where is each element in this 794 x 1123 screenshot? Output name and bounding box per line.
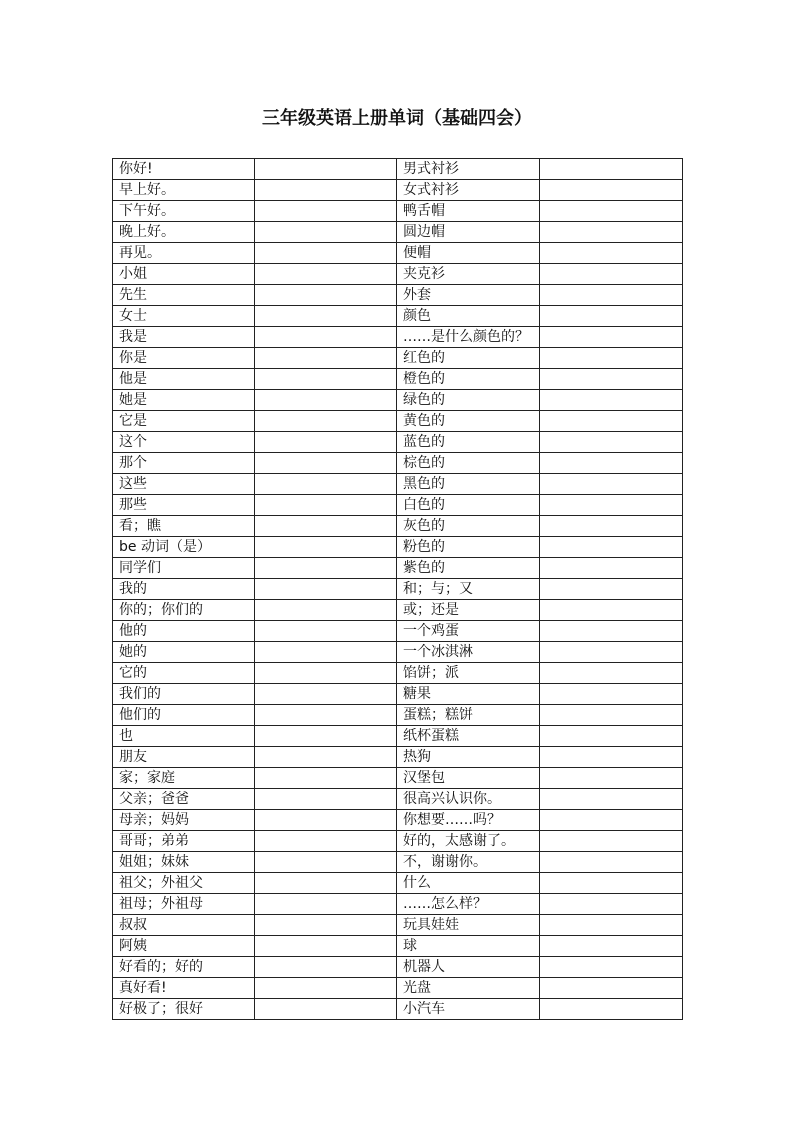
answer-blank-cell[interactable] xyxy=(540,852,683,873)
answer-blank-cell[interactable] xyxy=(255,810,397,831)
chinese-word-cell: 紫色的 xyxy=(397,558,540,579)
chinese-word-cell: 棕色的 xyxy=(397,453,540,474)
answer-blank-cell[interactable] xyxy=(540,390,683,411)
chinese-word-cell: 灰色的 xyxy=(397,516,540,537)
table-row xyxy=(113,873,683,894)
chinese-word-cell: 我的 xyxy=(113,579,255,600)
answer-blank-cell[interactable] xyxy=(540,726,683,747)
answer-blank-cell[interactable] xyxy=(540,516,683,537)
answer-blank-cell[interactable] xyxy=(540,558,683,579)
answer-blank-cell[interactable] xyxy=(540,600,683,621)
table-row xyxy=(113,306,683,327)
chinese-word-cell: 你是 xyxy=(113,348,255,369)
table-row xyxy=(113,852,683,873)
chinese-word-cell: 蓝色的 xyxy=(397,432,540,453)
answer-blank-cell[interactable] xyxy=(540,642,683,663)
answer-blank-cell[interactable] xyxy=(540,768,683,789)
vocabulary-table-body xyxy=(113,159,683,1020)
answer-blank-cell[interactable] xyxy=(255,558,397,579)
answer-blank-cell[interactable] xyxy=(255,999,397,1020)
answer-blank-cell[interactable] xyxy=(255,474,397,495)
chinese-word-cell: 小姐 xyxy=(113,264,255,285)
chinese-word-cell: 那些 xyxy=(113,495,255,516)
chinese-word-cell: 祖母；外祖母 xyxy=(113,894,255,915)
chinese-word-cell: 颜色 xyxy=(397,306,540,327)
chinese-word-cell: 姐姐；妹妹 xyxy=(113,852,255,873)
chinese-word-cell: 真好看! xyxy=(113,978,255,999)
chinese-word-cell: 红色的 xyxy=(397,348,540,369)
answer-blank-cell[interactable] xyxy=(255,495,397,516)
answer-blank-cell[interactable] xyxy=(540,348,683,369)
answer-blank-cell[interactable] xyxy=(540,579,683,600)
answer-blank-cell[interactable] xyxy=(540,537,683,558)
answer-blank-cell[interactable] xyxy=(540,369,683,390)
table-row xyxy=(113,390,683,411)
answer-blank-cell[interactable] xyxy=(540,264,683,285)
chinese-word-cell: 白色的 xyxy=(397,495,540,516)
chinese-word-cell: 这些 xyxy=(113,474,255,495)
answer-blank-cell[interactable] xyxy=(255,264,397,285)
answer-blank-cell[interactable] xyxy=(255,621,397,642)
chinese-word-cell: 馅饼；派 xyxy=(397,663,540,684)
answer-blank-cell[interactable] xyxy=(255,159,397,180)
chinese-word-cell: 黑色的 xyxy=(397,474,540,495)
table-row xyxy=(113,684,683,705)
answer-blank-cell[interactable] xyxy=(255,978,397,999)
answer-blank-cell[interactable] xyxy=(255,873,397,894)
answer-blank-cell[interactable] xyxy=(255,957,397,978)
chinese-word-cell: 糖果 xyxy=(397,684,540,705)
answer-blank-cell[interactable] xyxy=(255,369,397,390)
answer-blank-cell[interactable] xyxy=(540,432,683,453)
chinese-word-cell: be 动词（是） xyxy=(113,537,255,558)
chinese-word-cell: 圆边帽 xyxy=(397,222,540,243)
chinese-word-cell: 外套 xyxy=(397,285,540,306)
answer-blank-cell[interactable] xyxy=(255,390,397,411)
table-row xyxy=(113,264,683,285)
page-title: 三年级英语上册单词（基础四会） xyxy=(262,108,532,129)
table-row xyxy=(113,642,683,663)
answer-blank-cell[interactable] xyxy=(255,411,397,432)
table-row xyxy=(113,936,683,957)
chinese-word-cell: 祖父；外祖父 xyxy=(113,873,255,894)
answer-blank-cell[interactable] xyxy=(255,915,397,936)
answer-blank-cell[interactable] xyxy=(540,306,683,327)
chinese-word-cell: 好的，太感谢了。 xyxy=(397,831,540,852)
chinese-word-cell: 哥哥；弟弟 xyxy=(113,831,255,852)
answer-blank-cell[interactable] xyxy=(540,411,683,432)
answer-blank-cell[interactable] xyxy=(255,894,397,915)
chinese-word-cell: 绿色的 xyxy=(397,390,540,411)
answer-blank-cell[interactable] xyxy=(255,726,397,747)
answer-blank-cell[interactable] xyxy=(540,957,683,978)
table-row xyxy=(113,180,683,201)
answer-blank-cell[interactable] xyxy=(255,432,397,453)
table-row xyxy=(113,663,683,684)
answer-blank-cell[interactable] xyxy=(540,810,683,831)
table-row xyxy=(113,705,683,726)
chinese-word-cell: 蛋糕；糕饼 xyxy=(397,705,540,726)
chinese-word-cell: 男式衬衫 xyxy=(397,159,540,180)
table-row xyxy=(113,222,683,243)
answer-blank-cell[interactable] xyxy=(540,915,683,936)
answer-blank-cell[interactable] xyxy=(255,201,397,222)
chinese-word-cell: 纸杯蛋糕 xyxy=(397,726,540,747)
table-row xyxy=(113,894,683,915)
answer-blank-cell[interactable] xyxy=(255,705,397,726)
answer-blank-cell[interactable] xyxy=(540,894,683,915)
chinese-word-cell: 晚上好。 xyxy=(113,222,255,243)
table-row xyxy=(113,957,683,978)
answer-blank-cell[interactable] xyxy=(255,453,397,474)
chinese-word-cell: 朋友 xyxy=(113,747,255,768)
answer-blank-cell[interactable] xyxy=(540,663,683,684)
chinese-word-cell: 阿姨 xyxy=(113,936,255,957)
table-row xyxy=(113,285,683,306)
answer-blank-cell[interactable] xyxy=(540,978,683,999)
chinese-word-cell: 玩具娃娃 xyxy=(397,915,540,936)
answer-blank-cell[interactable] xyxy=(540,243,683,264)
chinese-word-cell: 也 xyxy=(113,726,255,747)
table-row xyxy=(113,159,683,180)
chinese-word-cell: 鸭舌帽 xyxy=(397,201,540,222)
answer-blank-cell[interactable] xyxy=(540,180,683,201)
table-row xyxy=(113,495,683,516)
vocabulary-table xyxy=(112,158,683,1020)
table-row xyxy=(113,201,683,222)
chinese-word-cell: 很高兴认识你。 xyxy=(397,789,540,810)
chinese-word-cell: 这个 xyxy=(113,432,255,453)
answer-blank-cell[interactable] xyxy=(255,936,397,957)
answer-blank-cell[interactable] xyxy=(255,600,397,621)
chinese-word-cell: 你好! xyxy=(113,159,255,180)
chinese-word-cell: ……是什么颜色的？ xyxy=(397,327,540,348)
chinese-word-cell: 黄色的 xyxy=(397,411,540,432)
chinese-word-cell: 她是 xyxy=(113,390,255,411)
answer-blank-cell[interactable] xyxy=(540,285,683,306)
table-row xyxy=(113,579,683,600)
table-row xyxy=(113,768,683,789)
chinese-word-cell: 它的 xyxy=(113,663,255,684)
table-row xyxy=(113,747,683,768)
answer-blank-cell[interactable] xyxy=(255,642,397,663)
table-row xyxy=(113,516,683,537)
chinese-word-cell: 粉色的 xyxy=(397,537,540,558)
chinese-word-cell: 早上好。 xyxy=(113,180,255,201)
chinese-word-cell: 什么 xyxy=(397,873,540,894)
chinese-word-cell: 那个 xyxy=(113,453,255,474)
table-row xyxy=(113,327,683,348)
chinese-word-cell: 你想要……吗？ xyxy=(397,810,540,831)
answer-blank-cell[interactable] xyxy=(255,768,397,789)
chinese-word-cell: 我们的 xyxy=(113,684,255,705)
table-row xyxy=(113,432,683,453)
chinese-word-cell: 小汽车 xyxy=(397,999,540,1020)
chinese-word-cell: 父亲；爸爸 xyxy=(113,789,255,810)
chinese-word-cell: 下午好。 xyxy=(113,201,255,222)
chinese-word-cell: 我是 xyxy=(113,327,255,348)
table-row xyxy=(113,600,683,621)
answer-blank-cell[interactable] xyxy=(255,831,397,852)
answer-blank-cell[interactable] xyxy=(255,348,397,369)
chinese-word-cell: 看；瞧 xyxy=(113,516,255,537)
chinese-word-cell: 他是 xyxy=(113,369,255,390)
table-row xyxy=(113,411,683,432)
answer-blank-cell[interactable] xyxy=(255,663,397,684)
answer-blank-cell[interactable] xyxy=(540,684,683,705)
chinese-word-cell: 女士 xyxy=(113,306,255,327)
table-row xyxy=(113,621,683,642)
table-row xyxy=(113,558,683,579)
table-row xyxy=(113,831,683,852)
chinese-word-cell: 先生 xyxy=(113,285,255,306)
table-row xyxy=(113,369,683,390)
answer-blank-cell[interactable] xyxy=(540,831,683,852)
chinese-word-cell: 它是 xyxy=(113,411,255,432)
answer-blank-cell[interactable] xyxy=(540,999,683,1020)
answer-blank-cell[interactable] xyxy=(255,684,397,705)
answer-blank-cell[interactable] xyxy=(540,936,683,957)
chinese-word-cell: 他的 xyxy=(113,621,255,642)
table-row xyxy=(113,789,683,810)
chinese-word-cell: 家；家庭 xyxy=(113,768,255,789)
answer-blank-cell[interactable] xyxy=(255,789,397,810)
table-row xyxy=(113,999,683,1020)
answer-blank-cell[interactable] xyxy=(255,579,397,600)
chinese-word-cell: 母亲；妈妈 xyxy=(113,810,255,831)
answer-blank-cell[interactable] xyxy=(540,159,683,180)
answer-blank-cell[interactable] xyxy=(255,852,397,873)
table-row xyxy=(113,537,683,558)
answer-blank-cell[interactable] xyxy=(255,747,397,768)
chinese-word-cell: 或；还是 xyxy=(397,600,540,621)
table-row xyxy=(113,726,683,747)
answer-blank-cell[interactable] xyxy=(540,495,683,516)
chinese-word-cell: 叔叔 xyxy=(113,915,255,936)
chinese-word-cell: 汉堡包 xyxy=(397,768,540,789)
chinese-word-cell: 她的 xyxy=(113,642,255,663)
chinese-word-cell: 好极了；很好 xyxy=(113,999,255,1020)
table-row xyxy=(113,453,683,474)
answer-blank-cell[interactable] xyxy=(255,327,397,348)
chinese-word-cell: 便帽 xyxy=(397,243,540,264)
table-row xyxy=(113,978,683,999)
chinese-word-cell: 夹克衫 xyxy=(397,264,540,285)
chinese-word-cell: 不，谢谢你。 xyxy=(397,852,540,873)
chinese-word-cell: 好看的；好的 xyxy=(113,957,255,978)
table-row xyxy=(113,915,683,936)
answer-blank-cell[interactable] xyxy=(540,621,683,642)
chinese-word-cell: 一个冰淇淋 xyxy=(397,642,540,663)
answer-blank-cell[interactable] xyxy=(540,789,683,810)
answer-blank-cell[interactable] xyxy=(540,747,683,768)
chinese-word-cell: 橙色的 xyxy=(397,369,540,390)
table-row xyxy=(113,243,683,264)
chinese-word-cell: 一个鸡蛋 xyxy=(397,621,540,642)
chinese-word-cell: 他们的 xyxy=(113,705,255,726)
table-row xyxy=(113,348,683,369)
answer-blank-cell[interactable] xyxy=(540,873,683,894)
answer-blank-cell[interactable] xyxy=(540,222,683,243)
answer-blank-cell[interactable] xyxy=(540,453,683,474)
chinese-word-cell: 机器人 xyxy=(397,957,540,978)
chinese-word-cell: 女式衬衫 xyxy=(397,180,540,201)
table-row xyxy=(113,474,683,495)
chinese-word-cell: ……怎么样？ xyxy=(397,894,540,915)
chinese-word-cell: 再见。 xyxy=(113,243,255,264)
answer-blank-cell[interactable] xyxy=(255,180,397,201)
answer-blank-cell[interactable] xyxy=(255,306,397,327)
chinese-word-cell: 同学们 xyxy=(113,558,255,579)
answer-blank-cell[interactable] xyxy=(255,285,397,306)
answer-blank-cell[interactable] xyxy=(255,222,397,243)
answer-blank-cell[interactable] xyxy=(540,327,683,348)
chinese-word-cell: 光盘 xyxy=(397,978,540,999)
answer-blank-cell[interactable] xyxy=(540,474,683,495)
chinese-word-cell: 热狗 xyxy=(397,747,540,768)
chinese-word-cell: 你的；你们的 xyxy=(113,600,255,621)
answer-blank-cell[interactable] xyxy=(255,516,397,537)
chinese-word-cell: 球 xyxy=(397,936,540,957)
chinese-word-cell: 和；与；又 xyxy=(397,579,540,600)
table-row xyxy=(113,810,683,831)
answer-blank-cell[interactable] xyxy=(540,705,683,726)
answer-blank-cell[interactable] xyxy=(255,537,397,558)
answer-blank-cell[interactable] xyxy=(255,243,397,264)
answer-blank-cell[interactable] xyxy=(540,201,683,222)
